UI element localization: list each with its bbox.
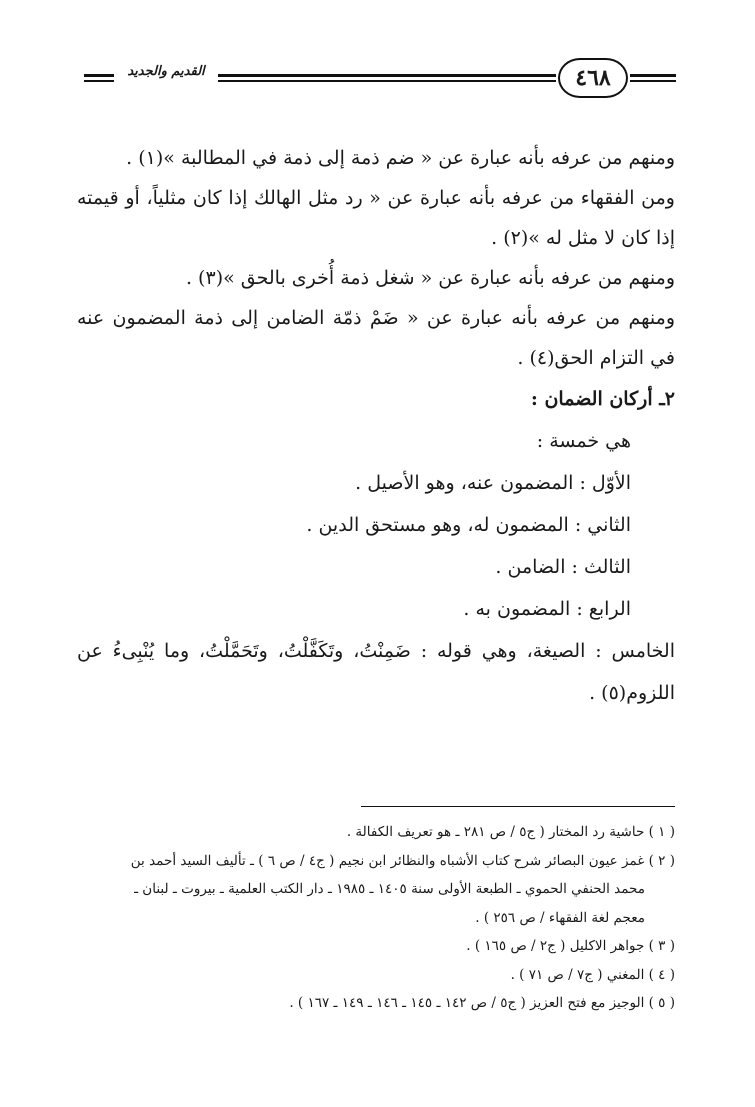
header-rule-middle [218, 74, 556, 82]
footnote-2-continued: محمد الحنفي الحموي ـ الطبعة الأولى سنة ١٤٠٥ ـ ١٩٨٥ ـ دار الكتب العلمية ـ بيروت ـ لبنان ـ [134, 881, 645, 897]
list-item: الثاني : المضمون له، وهو مستحق الدين . [306, 514, 631, 536]
footnote-1: ( ١ ) حاشية رد المختار ( ج٥ / ص ٢٨١ ـ هو تعريف الكفالة . [346, 824, 675, 840]
list-item: الأوّل : المضمون عنه، وهو الأصيل . [355, 472, 631, 494]
list-item: الثالث : الضامن . [495, 556, 631, 578]
paragraph-definition-3: ومنهم من عرفه بأنه عبارة عن « شغل ذمة أُخرى بالحق »(٣) . [185, 267, 675, 289]
footnote-2-continued: معجم لغة الفقهاء / ص ٢٥٦ ) . [475, 909, 645, 926]
footnotes [77, 818, 675, 1018]
header-rule-right [630, 74, 676, 82]
footnote-separator [361, 806, 675, 807]
main-text [77, 138, 675, 714]
footnote-2: ( ٢ ) غمز عيون البصائر شرح كتاب الأشباه والنظائر ابن نجيم ( ج٤ / ص ٦ ) ـ تأليف السيد أحمد بن [130, 852, 675, 869]
header-rule-left [84, 74, 114, 82]
list-item: الرابع : المضمون به . [463, 598, 631, 620]
paragraph-definition-1: ومنهم من عرفه بأنه عبارة عن « ضم ذمة إلى ذمة في المطالبة »(١) . [126, 147, 675, 169]
footnote-4: ( ٤ ) المغني ( ج٧ / ص ٧١ ) . [510, 966, 675, 983]
paragraph-definition-2: ومن الفقهاء من عرفه بأنه عبارة عن « رد مثل الهالك إذا كان مثلياً، أو قيمته إذا كان لا مثل له »(٢) . [77, 187, 675, 249]
section-heading: ٢ـ أركان الضمان : [530, 388, 675, 410]
page-number: ٤٦٨ [558, 58, 628, 98]
running-title: القديم والجديد [127, 64, 205, 79]
paragraph-definition-4: ومنهم من عرفه بأنه عبارة عن « ضَمْ ذمّة الضامن إلى ذمة المضمون عنه في التزام الحق(٤) . [77, 307, 675, 369]
list-intro: هي خمسة : [536, 430, 631, 452]
list-item: الخامس : الصيغة، وهي قوله : ضَمِنْتُ، وتَكَفَّلْتُ، وتَحَمَّلْتُ، وما يُنْبِىءُ عن اللزوم(٥) . [77, 640, 675, 704]
page-header [78, 58, 676, 108]
footnote-3: ( ٣ ) جواهر الاكليل ( ج٢ / ص ١٦٥ ) . [466, 938, 675, 954]
footnote-5: ( ٥ ) الوجيز مع فتح العزيز ( ج٥ / ص ١٤٢ ـ ١٤٥ ـ ١٤٦ ـ ١٤٩ ـ ١٦٧ ) . [289, 995, 675, 1011]
